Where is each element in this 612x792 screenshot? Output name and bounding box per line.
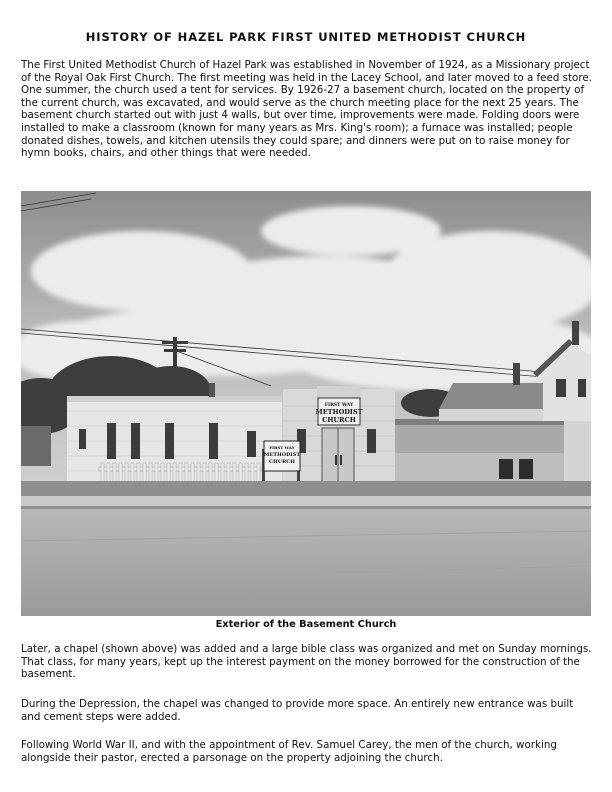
road	[21, 509, 591, 616]
sidewalk	[21, 496, 591, 506]
church-sign-line-1: FIRST WAY	[324, 403, 354, 408]
church-sign	[316, 398, 363, 425]
page-title: HISTORY OF HAZEL PARK FIRST UNITED METHODIST CHURCH	[85, 30, 527, 44]
church-sign-line-2: METHODIST	[315, 408, 363, 416]
intro-paragraph: The First United Methodist Church of Hazel Park was established in November of 1924, as a Missionary project of the Royal Oak First Church. The first meeting was held in the Lacey School, and later moved to a feed store. One summer, the church used a tent for services. By 1926-27 a basement church, located on the property of the current church, was excavated, and would serve as the church meeting place for the next 25 years. The basement church started out with just 4 walls, but over time, improvements were made. Folding doors were installed to make a classroom (known for many years as Mrs. King's room); a furnace was installed; people donated dishes, towels, and kitchen utensils they could spare; and dinners were put on to raise money for hymn books, chairs, and other things that were needed.	[21, 59, 592, 160]
board-sign-line-2: METHODIST	[263, 452, 301, 458]
church-photo	[21, 191, 591, 616]
photo-caption: Exterior of the Basement Church	[215, 619, 397, 630]
basement-wall	[395, 419, 575, 485]
depression-paragraph: During the Depression, the chapel was changed to provide more space. An entirely new entrance was built and cement steps were added.	[21, 698, 574, 723]
church-sign-line-3: CHURCH	[322, 416, 356, 424]
shed	[21, 426, 51, 466]
board-sign-line-1: FIRST WAY	[269, 445, 295, 450]
board-sign-line-3: CHURCH	[269, 459, 295, 465]
postwar-paragraph: Following World War II, and with the appointment of Rev. Samuel Carey, the men of the church, working alongside their pastor, erected a parsonage on the property adjoining the church.	[21, 739, 557, 764]
chapel-paragraph: Later, a chapel (shown above) was added and a large bible class was organized and met on Sunday mornings. That class, for many years, kept up the interest payment on the money borrowed for the construction of the basement.	[21, 643, 592, 681]
